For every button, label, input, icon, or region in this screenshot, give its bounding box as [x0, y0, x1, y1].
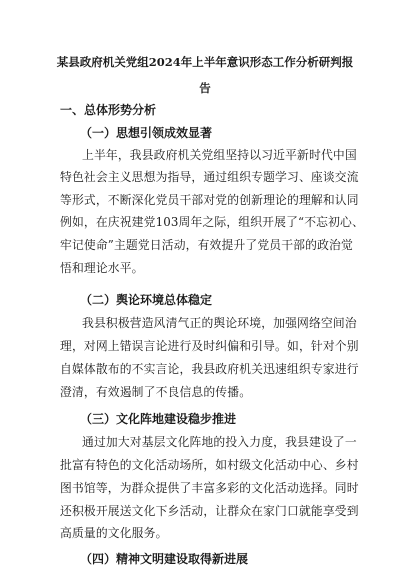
document-title-line-1: 某县政府机关党组2024年上半年意识形态工作分析研判报: [56, 55, 354, 69]
document-title-line-2: 告: [199, 81, 211, 95]
paragraph-line: 悟和理论水平。: [60, 261, 144, 275]
paragraph-line: 理，对网上错误言论进行及时纠偏和引导。如，针对个别: [60, 339, 359, 353]
paragraph-line: 等形式，不断深化党员干部对党的创新理论的理解和认同: [60, 193, 359, 207]
subsection-heading: （四）精神文明建设取得新进展: [80, 552, 249, 566]
section-heading: 一、总体形势分析: [60, 103, 157, 117]
subsection-heading: （一）思想引领成效显著: [80, 126, 213, 140]
paragraph-line: 还积极开展送文化下乡活动，让群众在家门口就能享受到: [60, 504, 359, 518]
paragraph-line: 澄清，有效遏制了不良信息的传播。: [60, 385, 252, 399]
paragraph-line: 我县积极营造风清气正的舆论环境，加强网络空间治: [82, 316, 357, 330]
paragraph-line: 批富有特色的文化活动场所，如村级文化活动中心、乡村: [60, 458, 359, 472]
paragraph-line: 高质量的文化服务。: [60, 526, 168, 540]
paragraph-line: 图书馆等，为群众提供了丰富多彩的文化活动选择。同时: [60, 481, 359, 495]
paragraph-line: 通过加大对基层文化阵地的投入力度，我县建设了一: [82, 435, 357, 449]
paragraph-line: 牢记使命”主题党日活动，有效提升了党员干部的政治觉: [60, 238, 353, 252]
subsection-heading: （二）舆论环境总体稳定: [80, 293, 213, 307]
paragraph-line: 例如，在庆祝建党103周年之际，组织开展了“不忘初心、: [60, 215, 364, 229]
paragraph-line: 上半年，我县政府机关党组坚持以习近平新时代中国: [82, 148, 357, 162]
paragraph-line: 特色社会主义思想为指导，通过组织专题学习、座谈交流: [60, 170, 359, 184]
paragraph-line: 自媒体散布的不实言论，我县政府机关迅速组织专家进行: [60, 362, 359, 376]
subsection-heading: （三）文化阵地建设稳步推进: [80, 412, 237, 426]
